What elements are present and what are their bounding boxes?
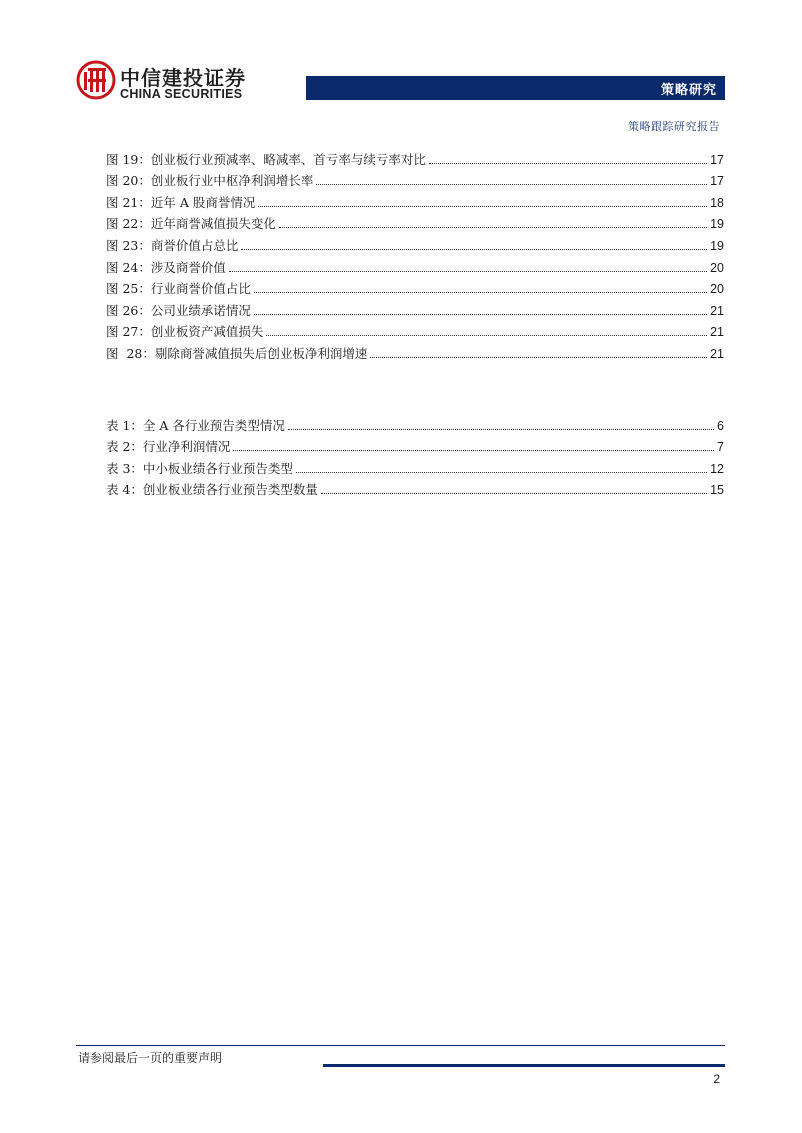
toc-entry-page: 20 (710, 282, 724, 297)
toc-entry-label: 图 23：商誉价值占总比 (106, 237, 239, 253)
dot-leader (229, 270, 707, 272)
toc-entry-label: 图 22：近年商誉减值损失变化 (106, 216, 276, 232)
toc-entry-page: 6 (717, 418, 724, 433)
company-logo-icon (76, 60, 116, 100)
dot-leader (233, 449, 714, 451)
toc-entry-page: 19 (710, 238, 724, 253)
dot-leader (266, 334, 707, 336)
toc-entry[interactable] (106, 436, 724, 458)
toc-entry-page: 15 (710, 483, 724, 498)
toc-entry[interactable] (106, 213, 724, 235)
toc-entry-page: 21 (710, 303, 724, 318)
toc-entry-label: 表 2：行业净利润情况 (106, 439, 231, 455)
section-label: 策略研究 (660, 83, 717, 98)
dot-leader (370, 356, 707, 358)
toc-entry-page: 21 (710, 346, 724, 361)
toc-entry[interactable] (106, 170, 724, 192)
dot-leader (279, 226, 707, 228)
page-number: 2 (713, 1072, 720, 1086)
footer-disclaimer-note: 请参阅最后一页的重要声明 (78, 1051, 223, 1065)
toc-entry-label: 图 25：行业商誉价值占比 (106, 281, 251, 297)
toc-entry-page: 7 (717, 440, 724, 455)
toc-entry[interactable] (106, 191, 724, 213)
brand-logo (76, 60, 256, 104)
toc-entry[interactable] (106, 479, 724, 501)
toc-entry[interactable] (106, 278, 724, 300)
toc-entry[interactable] (106, 321, 724, 343)
toc-entry-label: 图 21：近年 A 股商誉情况 (106, 194, 256, 210)
report-type: 策略跟踪研究报告 (628, 120, 720, 133)
toc-entry-page: 17 (710, 174, 724, 189)
toc-entry-page: 18 (710, 195, 724, 210)
toc-entry-label: 表 3：中小板业绩各行业预告类型 (106, 460, 293, 476)
toc-entry[interactable] (106, 342, 724, 364)
table-index (106, 414, 724, 500)
toc-entry[interactable] (106, 299, 724, 321)
dot-leader (254, 313, 707, 315)
toc-entry-label: 图 27：创业板资产减值损失 (106, 324, 264, 340)
dot-leader (254, 291, 707, 293)
dot-leader (241, 248, 707, 250)
toc-entry[interactable] (106, 148, 724, 170)
toc-entry-label: 图 26：公司业绩承诺情况 (106, 302, 251, 318)
toc-entry[interactable] (106, 256, 724, 278)
section-header-bar (306, 76, 725, 100)
brand-name-en: CHINA SECURITIES (120, 87, 243, 101)
footer-divider (76, 1045, 725, 1046)
toc-entry-label: 图 19：创业板行业预减率、略减率、首亏率与续亏率对比 (106, 151, 426, 167)
dot-leader (296, 471, 707, 473)
toc-entry-page: 20 (710, 260, 724, 275)
toc-entry[interactable] (106, 414, 724, 436)
figure-index (106, 148, 724, 364)
dot-leader (258, 205, 707, 207)
toc-entry-label: 表 4：创业板业绩各行业预告类型数量 (106, 482, 318, 498)
toc-entry-page: 19 (710, 217, 724, 232)
toc-entry-label: 图 28：剔除商誉减值损失后创业板净利润增速 (106, 345, 368, 361)
dot-leader (321, 492, 707, 494)
toc-entry[interactable] (106, 457, 724, 479)
toc-entry-label: 图 20：创业板行业中枢净利润增长率 (106, 173, 314, 189)
toc-entry-page: 12 (710, 461, 724, 476)
brand-name-cn: 中信建投证券 (120, 66, 246, 90)
toc-entry-label: 图 24：涉及商誉价值 (106, 259, 226, 275)
toc-entry-page: 21 (710, 325, 724, 340)
footer-accent-bar (323, 1064, 725, 1067)
dot-leader (288, 428, 714, 430)
toc-entry-page: 17 (710, 152, 724, 167)
dot-leader (316, 183, 707, 185)
toc-entry[interactable] (106, 234, 724, 256)
dot-leader (429, 162, 707, 164)
toc-entry-label: 表 1：全 A 各行业预告类型情况 (106, 417, 285, 433)
